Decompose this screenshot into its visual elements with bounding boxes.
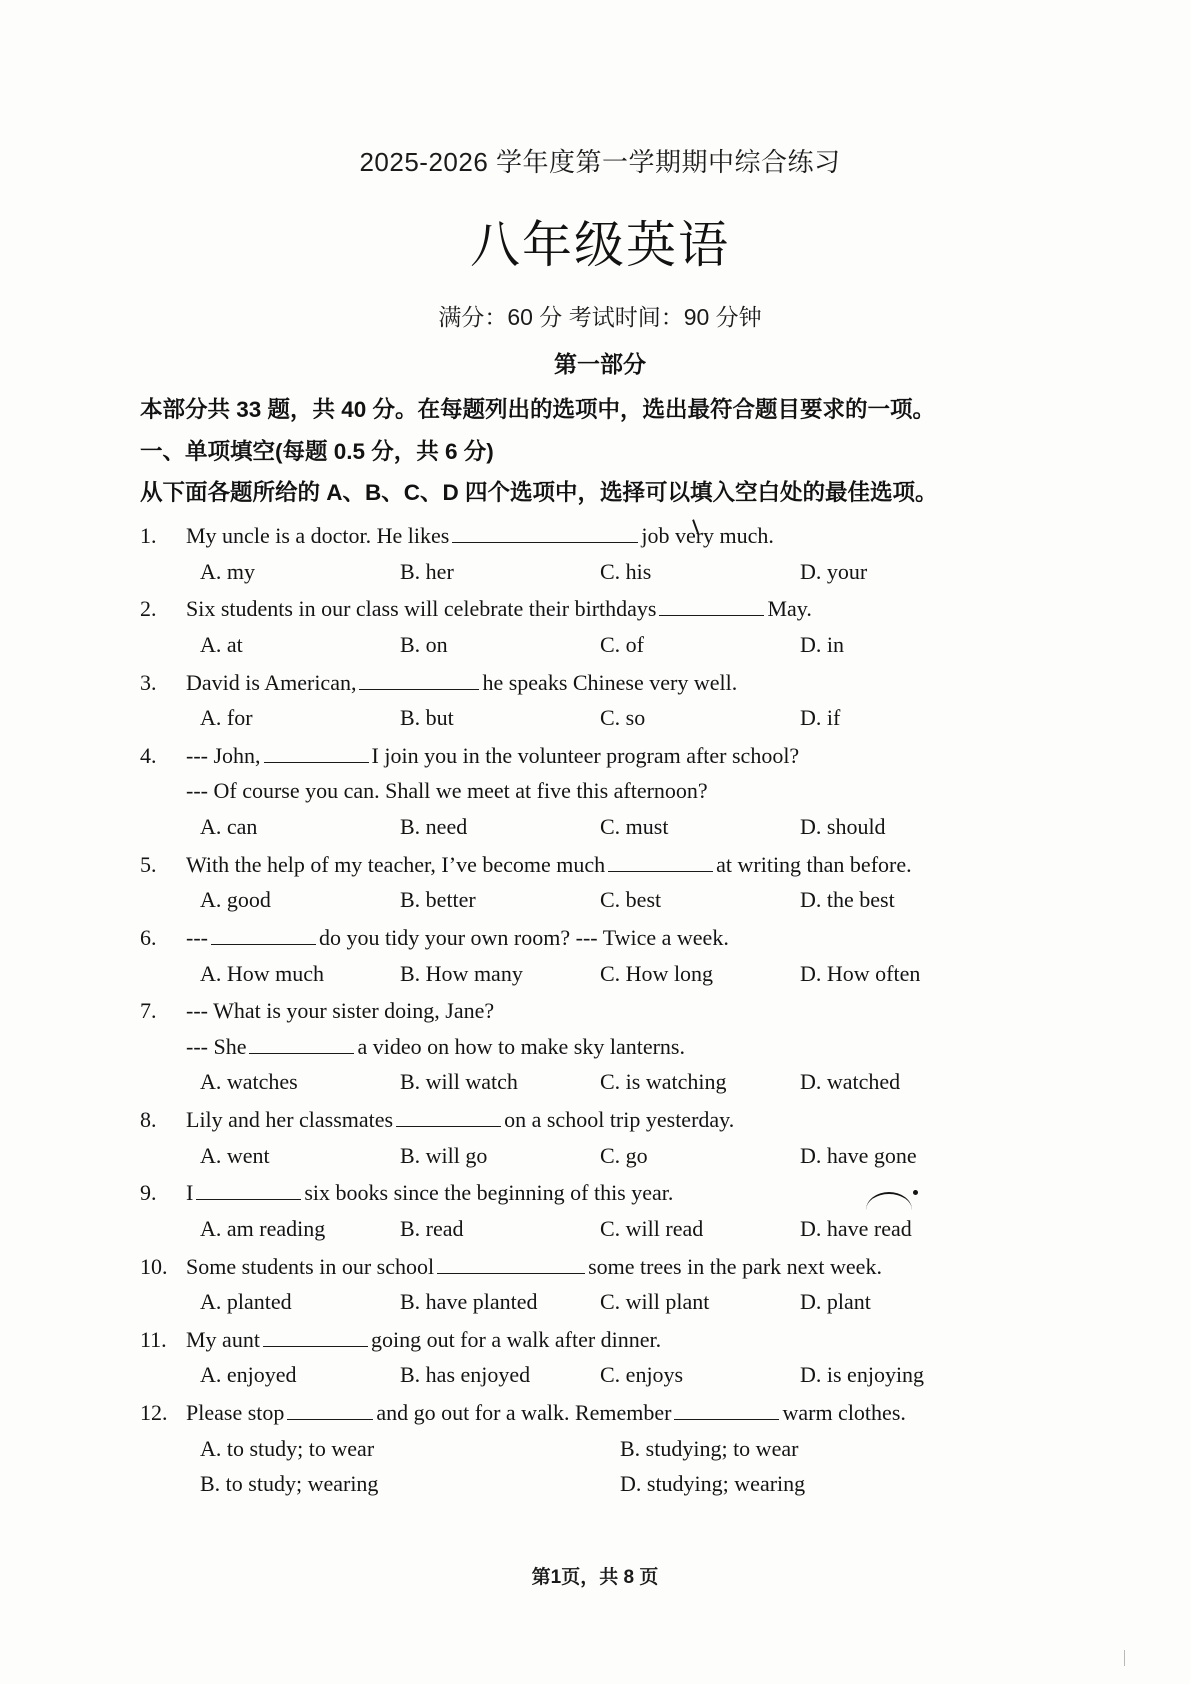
option-d[interactable]: D. in — [800, 631, 844, 657]
option-row — [140, 1211, 1060, 1247]
answer-blank[interactable] — [659, 592, 764, 616]
option-d[interactable]: D. your — [800, 558, 868, 584]
option-row — [140, 1284, 1060, 1320]
question-number: 10. — [140, 1253, 168, 1279]
option-row — [140, 956, 1060, 992]
option-a[interactable]: A. at — [200, 631, 243, 657]
option-b[interactable]: B. read — [400, 1215, 464, 1241]
stem-text-before: My aunt — [186, 1326, 260, 1352]
option-c[interactable]: C. How long — [600, 960, 714, 986]
option-d[interactable]: D. plant — [800, 1289, 871, 1315]
question-number: 5. — [140, 851, 157, 877]
option-d[interactable]: D. the best — [800, 887, 895, 913]
stem-text-before: --- — [186, 924, 208, 950]
option-row — [140, 554, 1060, 590]
question-stem — [140, 1395, 1060, 1431]
stem-text-before: --- What is your sister doing, Jane? — [186, 998, 495, 1024]
question-number: 2. — [140, 596, 157, 622]
section-title: 一、单项填空(每题 0.5 分，共 6 分) — [140, 438, 494, 464]
stem-text-before: Lily and her classmates — [186, 1107, 394, 1133]
option-c[interactable]: C. will plant — [600, 1289, 710, 1315]
question-item — [140, 1395, 1060, 1502]
answer-blank[interactable] — [264, 739, 369, 763]
answer-blank[interactable] — [196, 1176, 301, 1200]
option-row — [140, 1064, 1060, 1100]
stem-text-second-before: --- She — [186, 1033, 247, 1059]
question-stem — [140, 847, 1060, 883]
option-b[interactable]: B. need — [400, 814, 468, 840]
option-d[interactable]: D. watched — [800, 1069, 901, 1095]
question-item — [140, 1249, 1060, 1320]
stem-text-after: May. — [767, 596, 812, 622]
question-stem — [140, 993, 1060, 1029]
option-b[interactable]: B. has enjoyed — [400, 1362, 531, 1388]
question-dialogue-line — [140, 1029, 1060, 1065]
option-c[interactable]: C. will read — [600, 1215, 704, 1241]
option-row — [140, 700, 1060, 736]
stem-text-mid: and go out for a walk. Remember — [376, 1400, 672, 1426]
option-a[interactable]: A. planted — [200, 1289, 292, 1315]
question-item — [140, 1322, 1060, 1393]
option-a[interactable]: A. to study; to wear — [200, 1435, 375, 1461]
stem-text-before: My uncle is a doctor. He likes — [186, 523, 450, 549]
question-item — [140, 518, 1060, 589]
option-a[interactable]: A. enjoyed — [200, 1362, 297, 1388]
option-a[interactable]: A. watches — [200, 1069, 298, 1095]
exam-title: 2025-2026 学年度第一学期期中综合练习 — [359, 147, 841, 177]
answer-blank[interactable] — [263, 1323, 368, 1347]
page-footer — [0, 1562, 1190, 1589]
page-content — [140, 0, 1060, 1504]
option-a[interactable]: A. good — [200, 887, 271, 913]
answer-blank[interactable] — [396, 1103, 501, 1127]
question-item — [140, 847, 1060, 918]
stem-text-after: on a school trip yesterday. — [504, 1107, 735, 1133]
question-number: 1. — [140, 523, 157, 549]
question-number: 6. — [140, 924, 157, 950]
option-b[interactable]: B. her — [400, 558, 454, 584]
answer-blank-second[interactable] — [674, 1396, 779, 1420]
stem-text-after: I join you in the volunteer program after school? — [371, 742, 800, 768]
stem-text-after: job very much. — [641, 523, 774, 549]
question-list — [140, 518, 1060, 1502]
part-heading: 第一部分 — [554, 351, 646, 377]
stem-text-after: at writing than before. — [716, 851, 912, 877]
option-a[interactable]: A. How much — [200, 960, 325, 986]
question-number: 3. — [140, 669, 157, 695]
option-row — [140, 809, 1060, 845]
stem-text-before: Please stop — [186, 1400, 285, 1426]
option-b[interactable]: B. on — [400, 631, 448, 657]
option-row — [140, 882, 1060, 918]
stem-text-before: David is American, — [186, 669, 357, 695]
question-item — [140, 591, 1060, 662]
question-number: 11. — [140, 1326, 167, 1352]
option-c[interactable]: B. to study; wearing — [200, 1471, 379, 1497]
stem-text-after: warm clothes. — [782, 1400, 906, 1426]
question-item — [140, 665, 1060, 736]
option-row — [140, 1357, 1060, 1393]
question-stem — [140, 518, 1060, 554]
option-d[interactable]: D. should — [800, 814, 886, 840]
stem-text-before: With the help of my teacher, I’ve become much — [186, 851, 606, 877]
answer-blank[interactable] — [211, 921, 316, 945]
stem-text-after: do you tidy your own room? --- Twice a week. — [318, 924, 729, 950]
option-b[interactable]: B. will watch — [400, 1069, 518, 1095]
option-row — [140, 1138, 1060, 1174]
document-header — [140, 142, 1060, 379]
option-a[interactable]: A. can — [200, 814, 258, 840]
option-b[interactable]: B. but — [400, 705, 454, 731]
option-d[interactable]: D. is enjoying — [800, 1362, 925, 1388]
question-dialogue-line: --- Of course you can. Shall we meet at five this afternoon? — [186, 778, 708, 804]
question-number: 7. — [140, 998, 157, 1024]
section-instruction: 从下面各题所给的 A、B、C、D 四个选项中，选择可以填入空白处的最佳选项。 — [140, 480, 938, 506]
option-d[interactable]: D. How often — [800, 960, 921, 986]
option-a[interactable]: A. for — [200, 705, 253, 731]
option-b[interactable]: B. studying; to wear — [620, 1435, 799, 1461]
option-a[interactable]: A. my — [200, 558, 255, 584]
stem-text-before: I — [186, 1180, 194, 1206]
option-b[interactable]: B. How many — [400, 960, 523, 986]
question-stem — [140, 665, 1060, 701]
option-b[interactable]: B. have planted — [400, 1289, 538, 1315]
subject-title: 八年级英语 — [470, 217, 730, 273]
answer-blank[interactable] — [608, 848, 713, 872]
question-stem — [140, 1175, 1060, 1211]
option-c[interactable]: C. best — [600, 887, 662, 913]
option-row — [140, 627, 1060, 663]
stem-text-after: he speaks Chinese very well. — [482, 669, 738, 695]
score-and-time-line: 满分：60 分 考试时间：90 分钟 — [438, 304, 762, 330]
question-stem — [140, 591, 1060, 627]
stem-text-after: six books since the beginning of this year. — [304, 1180, 674, 1206]
scan-edge-mark — [1124, 1650, 1125, 1666]
part-instruction: 本部分共 33 题，共 40 分。在每题列出的选项中，选出最符合题目要求的一项。 — [140, 397, 936, 422]
option-c[interactable]: C. go — [600, 1142, 648, 1168]
answer-blank[interactable] — [359, 665, 479, 689]
question-item — [140, 993, 1060, 1100]
question-stem — [140, 920, 1060, 956]
answer-blank[interactable] — [452, 519, 638, 543]
question-item — [140, 920, 1060, 991]
stem-text-second-after: a video on how to make sky lanterns. — [357, 1033, 685, 1059]
stem-text-after: going out for a walk after dinner. — [370, 1326, 662, 1352]
question-number: 12. — [140, 1400, 168, 1426]
option-b[interactable]: B. better — [400, 887, 476, 913]
answer-blank[interactable] — [437, 1249, 585, 1273]
option-row — [140, 1431, 1060, 1467]
answer-blank[interactable] — [287, 1396, 373, 1420]
question-item — [140, 1175, 1060, 1246]
question-item — [140, 1102, 1060, 1173]
answer-blank[interactable] — [249, 1030, 354, 1054]
stem-text-before: Six students in our class will celebrate their birthdays — [186, 596, 657, 622]
stem-text-before: --- John, — [186, 742, 261, 768]
option-c[interactable]: C. his — [600, 558, 652, 584]
option-d[interactable]: D. if — [800, 705, 841, 731]
option-a[interactable]: A. went — [200, 1142, 270, 1168]
option-c[interactable]: C. enjoys — [600, 1362, 684, 1388]
question-stem — [140, 738, 1060, 774]
question-number: 4. — [140, 742, 157, 768]
stem-text-after: some trees in the park next week. — [588, 1253, 882, 1279]
question-stem — [140, 1102, 1060, 1138]
option-d[interactable]: D. have gone — [800, 1142, 917, 1168]
question-number: 8. — [140, 1107, 157, 1133]
option-a[interactable]: A. am reading — [200, 1215, 326, 1241]
page-number-label: 第1页，共 8 页 — [531, 1567, 659, 1588]
option-b[interactable]: B. will go — [400, 1142, 488, 1168]
option-d[interactable]: D. studying; wearing — [620, 1471, 806, 1497]
question-item — [140, 738, 1060, 845]
option-d[interactable]: D. have read — [800, 1215, 912, 1241]
option-c[interactable]: C. of — [600, 631, 644, 657]
stem-text-before: Some students in our school — [186, 1253, 435, 1279]
option-c[interactable]: C. so — [600, 705, 646, 731]
option-row — [140, 1466, 1060, 1502]
question-number: 9. — [140, 1180, 157, 1206]
option-c[interactable]: C. is watching — [600, 1069, 727, 1095]
question-stem — [140, 1322, 1060, 1358]
question-stem — [140, 1249, 1060, 1285]
option-c[interactable]: C. must — [600, 814, 669, 840]
